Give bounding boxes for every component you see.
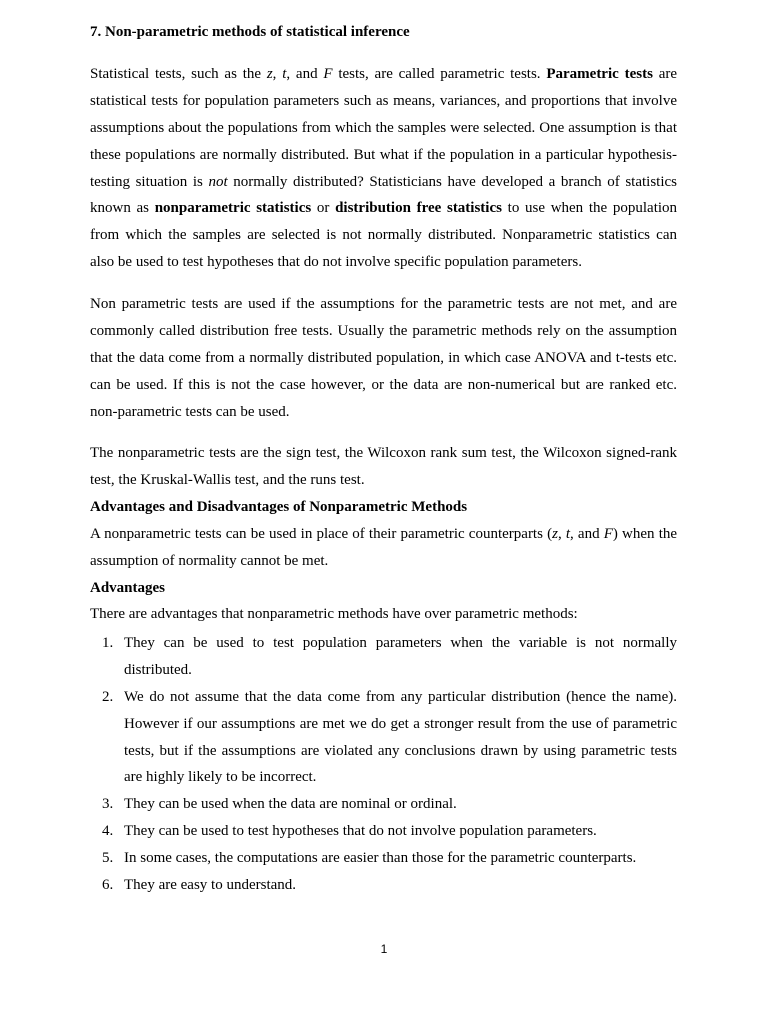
list-item-line: are highly likely to be incorrect.: [124, 769, 317, 786]
list-item: [90, 845, 677, 872]
list-item: [90, 630, 677, 684]
paragraph-line: commonly called distribution free tests. Usually the parametric methods rely on the assumption: [90, 322, 677, 339]
list-item-line: They are easy to understand.: [124, 877, 297, 894]
paragraph-parametric-tests: [90, 61, 677, 276]
advantages-heading: Advantages: [90, 580, 166, 596]
paragraph-line: from which the samples are selected is not normally distributed. Nonparametric statistics can: [90, 227, 677, 244]
paragraph-line: The nonparametric tests are the sign test, the Wilcoxon rank sum test, the Wilcoxon signed-rank: [90, 445, 677, 461]
paragraph-line: testing situation is not normally distributed? Statisticians have developed a branch of statistics: [90, 173, 677, 190]
list-item-line: However if our assumptions are met we do get a stronger result from the use of parametric: [124, 715, 677, 732]
paragraph-test-list: [90, 440, 677, 494]
list-item-number: 5.: [102, 850, 114, 867]
paragraph-line: also be used to test hypotheses that do not involve specific population parameters.: [90, 254, 582, 271]
paragraph-nonparametric-usage: [90, 291, 677, 425]
paragraph-line: that the data come from a normally distributed population, in which case ANOVA and t-tests etc.: [90, 349, 677, 366]
paragraph-line: assumptions about the populations from which the samples were selected. One assumption is that: [90, 119, 677, 136]
list-item-line: distributed.: [124, 661, 192, 678]
page-number: 1: [380, 942, 388, 956]
list-item: [90, 872, 677, 899]
paragraph-line: known as nonparametric statistics or distribution free statistics to use when the population: [90, 200, 678, 217]
list-item-number: 1.: [102, 635, 114, 651]
list-item-line: They can be used to test population parameters when the variable is not normally: [124, 635, 677, 651]
list-item-line: tests, but if the assumptions are violated any conclusions drawn by using parametric tests: [124, 742, 677, 759]
term-nonparametric-statistics: nonparametric statistics: [154, 200, 312, 217]
paragraph-line: Non parametric tests are used if the assumptions for the parametric tests are not met, and are: [90, 296, 677, 312]
section-heading: 7. Non-parametric methods of statistical inference: [90, 24, 410, 40]
paragraph-line: these populations are normally distributed. But what if the population in a particular hypothesis-: [90, 146, 677, 163]
adv-disadv-heading: Advantages and Disadvantages of Nonparametric Methods: [90, 499, 468, 515]
paragraph-line: Statistical tests, such as the z, t, and F tests, are called parametric tests. Parametric tests are: [90, 66, 678, 82]
paragraph-line: A nonparametric tests can be used in place of their parametric counterparts (z, t, and F) when the: [90, 526, 678, 542]
list-item-line: In some cases, the computations are easier than those for the parametric counterparts.: [124, 850, 637, 867]
list-item-line: They can be used when the data are nominal or ordinal.: [124, 796, 457, 813]
list-item-line: They can be used to test hypotheses that do not involve population parameters.: [124, 823, 597, 840]
list-item-number: 2.: [102, 688, 114, 705]
paragraph-counterparts: [90, 521, 677, 575]
advantages-intro: There are advantages that nonparametric methods have over parametric methods:: [90, 606, 578, 622]
paragraph-line: statistical tests for population parameters such as means, variances, and proportions that involve: [90, 92, 677, 109]
list-item-number: 3.: [102, 796, 114, 813]
list-item-number: 6.: [102, 877, 114, 894]
term-distribution-free-statistics: distribution free statistics: [335, 200, 502, 217]
list-item: [90, 684, 677, 792]
list-item-number: 4.: [102, 823, 114, 840]
paragraph-line: can be used. If this is not the case however, or the data are non-numerical but are ranked etc.: [90, 376, 677, 393]
term-parametric-tests: Parametric tests: [546, 66, 653, 82]
paragraph-line: non-parametric tests can be used.: [90, 403, 290, 420]
list-item-line: We do not assume that the data come from any particular distribution (hence the name).: [124, 688, 677, 705]
list-item: [90, 818, 677, 845]
list-item: [90, 791, 677, 818]
paragraph-line: test, the Kruskal-Wallis test, and the runs test.: [90, 471, 365, 488]
paragraph-line: assumption of normality cannot be met.: [90, 552, 329, 569]
advantages-list: [90, 630, 677, 899]
